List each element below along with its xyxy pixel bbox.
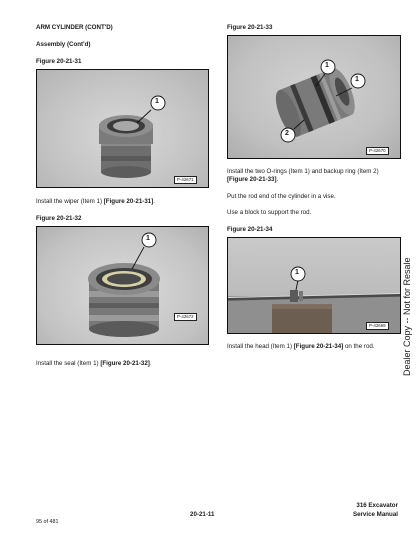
dealer-copy-watermark: Dealer Copy -- Not for Resale [402, 257, 412, 376]
wiper-instruction: Install the wiper (Item 1) [Figure 20-21-31]. [36, 198, 155, 205]
figure-32-callout-1: 1 [146, 235, 150, 242]
seal-assembly-illustration [37, 227, 208, 344]
figure-33-callout-1a: 1 [325, 62, 329, 69]
figure-31-callout-1: 1 [155, 98, 159, 105]
rod-head-illustration [228, 238, 400, 333]
footer-model: 316 Excavator [356, 502, 398, 509]
vise-instruction: Put the rod end of the cylinder in a vise. [227, 193, 336, 200]
head-instruction: Install the head (Item 1) [Figure 20-21-34] on the rod. [227, 343, 375, 350]
figure-34-callout-1: 1 [295, 269, 299, 276]
seal-instruction: Install the seal (Item 1) [Figure 20-21-32]. [36, 360, 152, 367]
subsection-title: Assembly (Cont'd) [36, 41, 91, 48]
figure-33-title: Figure 20-21-33 [227, 24, 273, 31]
figure-31-photo [36, 69, 209, 188]
figure-31-photo-number: P-42671 [174, 176, 197, 184]
figure-33-photo [227, 35, 401, 159]
figure-31-title: Figure 20-21-31 [36, 58, 82, 65]
figure-32-photo [36, 226, 209, 345]
figure-33-photo-number: P-42670 [366, 147, 389, 155]
orings-instruction-line1: Install the two O-rings (Item 1) and backup ring (Item 2) [227, 168, 379, 175]
footer-page-count: 95 of 481 [36, 519, 59, 525]
figure-34-photo-number: P-42669 [366, 322, 389, 330]
footer-manual: Service Manual [352, 511, 398, 518]
block-instruction: Use a block to support the rod. [227, 209, 312, 216]
figure-32-photo-number: P-42672 [174, 313, 197, 321]
figure-34-photo [227, 237, 401, 334]
section-title: ARM CYLINDER (CONT'D) [36, 24, 113, 31]
figure-33-callout-1b: 1 [355, 76, 359, 83]
orings-instruction-line2: [Figure 20-21-33]. [227, 176, 279, 183]
figure-34-title: Figure 20-21-34 [227, 226, 273, 233]
figure-33-callout-2: 2 [285, 130, 289, 137]
wiper-assembly-illustration [37, 70, 208, 187]
figure-32-title: Figure 20-21-32 [36, 215, 82, 222]
footer-page-code: 20-21-11 [190, 511, 215, 518]
head-o-ring-illustration [228, 36, 400, 158]
